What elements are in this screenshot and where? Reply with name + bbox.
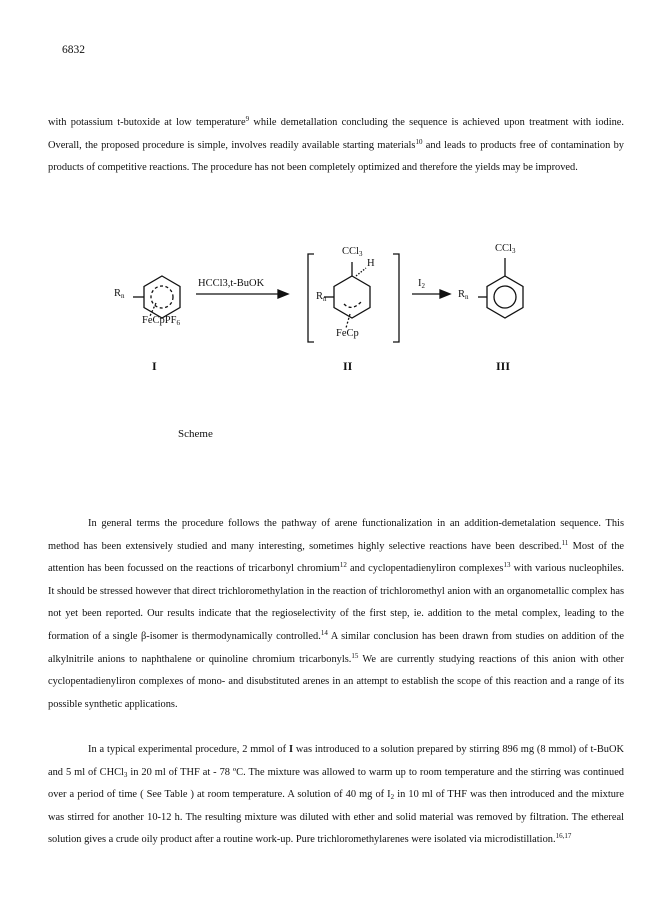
- p1-text-c: and leads to products free of contamination by products of competitive reactions. The procedure has not been completely optimized and therefore the yields may be improved.: [48, 139, 624, 174]
- arrow-2-head: [440, 290, 450, 298]
- compound-ii-rn-label: $R_n$: [316, 291, 327, 303]
- arrow-1-head: [278, 290, 288, 298]
- p1-text-b: while demetallation concluding the sequence is achieved upon treatment with iodine. Overall, the proposed procedure is simple, involves readily available starting materials: [48, 117, 625, 151]
- reaction-scheme: [100, 238, 570, 373]
- compound-iii-ring: [487, 276, 523, 318]
- p3-text-c: in 20 ml of THF at - 78 ºC. The mixture was allowed to warm up to room temperature and the stirring was continued over a period of time ( See Table ) at room temperature. A solution of 40 mg of I: [48, 766, 624, 801]
- ref-16-17: 16,17: [555, 832, 572, 841]
- paragraph-experimental: [48, 739, 624, 852]
- compound-i-ring: [144, 276, 180, 318]
- p3-text-b: was introduced to a solution prepared by stirring 896 mg (8 mmol) of t-BuOK and 5 ml of CHCl: [48, 744, 625, 778]
- scheme-caption: Scheme: [178, 428, 213, 440]
- paragraph-intro: [48, 112, 624, 180]
- compound-i-metal-label: FeCpPF$_6$: [142, 315, 180, 327]
- p2-text-c: and cyclopentadienyliron complexes: [346, 563, 504, 575]
- p2-text-b: Most of the attention has been focussed on the reactions of tricarbonyl chromium: [48, 540, 625, 575]
- compound-iii-rn-label: $R_n$: [458, 289, 469, 301]
- compound-iii-aromatic-circle: [494, 286, 516, 308]
- p1-text-a: with potassium t-butoxide at low temperature: [48, 117, 246, 128]
- ref-14: 14: [320, 628, 328, 637]
- compound-i-rn-label: $R_n$: [114, 288, 125, 300]
- compound-i-id: I: [152, 359, 157, 373]
- compound-ii-ccl3-label: CCl$_3$: [342, 246, 363, 258]
- ref-10: 10: [415, 137, 423, 146]
- ref-11: 11: [561, 538, 569, 547]
- compound-ii-id: II: [343, 359, 353, 373]
- compound-ii-ring: [334, 276, 370, 318]
- compound-ii-h-label: H: [367, 258, 375, 269]
- ref-15: 15: [351, 651, 359, 660]
- reagent-1-label: HCCl3,t-BuOK: [198, 278, 265, 289]
- page-number: 6832: [62, 44, 85, 56]
- bracket-left: [308, 254, 314, 342]
- p3-sub-1: 3: [123, 770, 128, 779]
- paragraph-discussion: [48, 513, 624, 716]
- p2-text-f: We are currently studying reactions of this anion with other cyclopentadienyliron complexes of mono- and disubstituted arenes in an attempt to establish the scope of this reaction and a range of its possible synthetic applications.: [48, 653, 625, 710]
- p2-text-a: In general terms the procedure follows the pathway of arene functionalization in an addition-demetalation sequence. This method has been extensively studied and many interesting, sometimes highly selective reactions have been described.: [48, 518, 624, 552]
- compound-iii-id: III: [496, 359, 511, 373]
- p2-text-e: A similar conclusion has been drawn from studies on addition of the alkylnitrile anions to naphthalene or quinoline chromium tricarbonyls.: [48, 630, 624, 665]
- p3-text-d: in 10 ml of THF was then introduced and the mixture was stirred for another 10-12 h. The resulting mixture was diluted with ether and solid material was removed by filtration. The ethereal solution gives a crude oily product after a routine work-up. Pure trichloromethylarenes were isolated via microdistillation.: [48, 789, 624, 846]
- compound-ii-dienyl-arc: [344, 301, 362, 307]
- compound-ii-h-bond: [356, 268, 366, 276]
- p2-text-d: with various nucleophiles. It should be stressed however that direct trichloromethylation in the reaction of trichloromethyl anion with an organometallic complex has not yet been reported. Our results indicate that the regioselectivity of the first step, ie. addition to the metal complex, leading to the formation of a single β-isomer is thermodynamically controlled.: [48, 563, 624, 642]
- p3-compound-ref: I: [288, 744, 293, 755]
- ref-12: 12: [339, 561, 347, 570]
- compound-iii-ccl3-label: CCl$_3$: [495, 243, 516, 255]
- compound-ii-metal-label: FeCp: [336, 328, 359, 339]
- reagent-2-label: $I_2$: [418, 278, 425, 290]
- scheme-drawing: [100, 238, 570, 373]
- ref-9: 9: [245, 115, 250, 123]
- p3-text-a: In a typical experimental procedure, 2 mmol of: [88, 744, 289, 755]
- p3-sub-2: 2: [390, 793, 395, 802]
- ref-13: 13: [503, 561, 511, 570]
- bracket-right: [393, 254, 399, 342]
- compound-i-aromatic-circle: [151, 286, 173, 308]
